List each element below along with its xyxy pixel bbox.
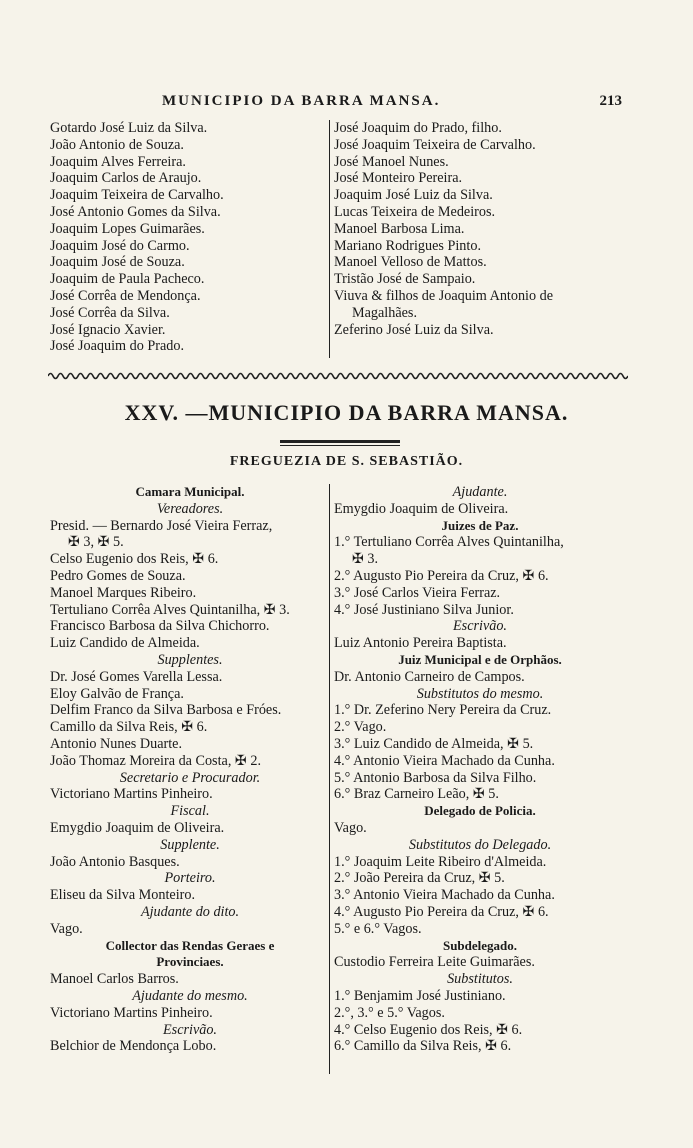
list-item: Pedro Gomes de Souza. bbox=[50, 567, 186, 584]
list-item: 1.° Benjamim José Justiniano. bbox=[334, 987, 506, 1004]
list-item: ✠ 3. bbox=[352, 551, 379, 568]
list-item: Camillo da Silva Reis, ✠ 6. bbox=[50, 719, 208, 736]
subheading-escrivao-paz: Escrivão. bbox=[453, 618, 507, 635]
list-item: ✠ 3, ✠ 5. bbox=[68, 534, 124, 551]
list-item: Joaquim Teixeira de Carvalho. bbox=[50, 187, 224, 204]
list-item: Tertuliano Corrêa Alves Quintanilha, ✠ 3. bbox=[50, 601, 290, 618]
list-item: José Joaquim do Prado, filho. bbox=[334, 120, 502, 136]
heading-camara-municipal: Camara Municipal. bbox=[135, 484, 245, 499]
list-item: Viuva & filhos de Joaquim Antonio de bbox=[334, 287, 554, 304]
list-item: Delfim Franco da Silva Barbosa e Fróes. bbox=[50, 702, 282, 719]
list-item: 6.° Braz Carneiro Leão, ✠ 5. bbox=[334, 786, 499, 803]
subheading-supplente: Supplente. bbox=[160, 836, 220, 853]
column-divider-bottom bbox=[329, 484, 330, 1074]
list-item: 2.° Vago. bbox=[334, 719, 387, 736]
section-title: XXV. —MUNICIPIO DA BARRA MANSA. bbox=[124, 400, 569, 425]
freguezia-heading: FREGUEZIA DE S. SEBASTIÃO. bbox=[229, 454, 464, 469]
title-rule bbox=[280, 440, 400, 443]
title-rule-thin bbox=[280, 445, 400, 446]
list-item: Celso Eugenio dos Reis, ✠ 6. bbox=[50, 551, 219, 568]
list-item: Joaquim Carlos de Araujo. bbox=[50, 170, 202, 187]
list-item: Eliseu da Silva Monteiro. bbox=[50, 887, 196, 904]
list-item: Luiz Antonio Pereira Baptista. bbox=[334, 635, 507, 652]
list-item: Presid. — Bernardo José Vieira Ferraz, bbox=[50, 517, 273, 534]
list-item: Victoriano Martins Pinheiro. bbox=[50, 1004, 213, 1021]
list-item: 4.° José Justiniano Silva Junior. bbox=[334, 601, 514, 618]
list-item: Custodio Ferreira Leite Guimarães. bbox=[334, 954, 535, 971]
heading-juiz-municipal: Juiz Municipal e de Orphãos. bbox=[398, 651, 562, 667]
list-item: 1.° Dr. Zeferino Nery Pereira da Cruz. bbox=[334, 702, 552, 719]
subheading-porteiro: Porteiro. bbox=[164, 870, 216, 887]
subheading-ajudante-mesmo: Ajudante do mesmo. bbox=[132, 987, 248, 1004]
list-item: Manoel Velloso de Mattos. bbox=[334, 254, 487, 271]
heading-collector-cont: Provinciaes. bbox=[156, 954, 224, 970]
list-item: Tristão José de Sampaio. bbox=[334, 271, 476, 288]
list-item: Joaquim de Paula Pacheco. bbox=[50, 271, 205, 288]
list-item: Belchior de Mendonça Lobo. bbox=[50, 1038, 217, 1055]
list-item: 2.° João Pereira da Cruz, ✠ 5. bbox=[334, 870, 505, 887]
subheading-supplentes: Supplentes. bbox=[157, 651, 223, 668]
wavy-ornamental-rule bbox=[48, 370, 628, 382]
list-item: Joaquim José de Souza. bbox=[50, 254, 185, 271]
heading-delegado: Delegado de Policia. bbox=[424, 803, 536, 819]
list-item: José Ignacio Xavier. bbox=[50, 321, 166, 338]
list-item: Joaquim José Luiz da Silva. bbox=[334, 187, 493, 204]
list-item: 4.° Antonio Vieira Machado da Cunha. bbox=[334, 752, 555, 769]
list-item: Gotardo José Luiz da Silva. bbox=[50, 120, 208, 136]
subheading-substitutos: Substitutos. bbox=[447, 971, 513, 988]
list-item: Joaquim Lopes Guimarães. bbox=[50, 220, 205, 237]
list-item: Joaquim Alves Ferreira. bbox=[50, 153, 186, 170]
list-item: José Manoel Nunes. bbox=[334, 153, 449, 170]
list-item: José Joaquim Teixeira de Carvalho. bbox=[334, 136, 536, 153]
list-item: João Thomaz Moreira da Costa, ✠ 2. bbox=[50, 752, 261, 769]
page-number: 213 bbox=[599, 93, 622, 109]
heading-collector: Collector das Rendas Geraes e bbox=[105, 937, 275, 953]
heading-juizes-de-paz: Juizes de Paz. bbox=[441, 517, 519, 533]
right-column bbox=[334, 484, 626, 1055]
list-item: 5.° e 6.° Vagos. bbox=[334, 920, 422, 937]
subheading-substitutos-juiz: Substitutos do mesmo. bbox=[416, 685, 544, 702]
list-item: José Monteiro Pereira. bbox=[334, 170, 463, 187]
list-item: Francisco Barbosa da Silva Chichorro. bbox=[50, 618, 270, 635]
column-divider-top bbox=[329, 120, 330, 358]
list-item: Vago. bbox=[50, 920, 83, 937]
list-item: Vago. bbox=[334, 819, 367, 836]
list-item: Mariano Rodrigues Pinto. bbox=[334, 237, 481, 254]
list-item: Manoel Carlos Barros. bbox=[50, 971, 179, 988]
list-item: 2.° Augusto Pio Pereira da Cruz, ✠ 6. bbox=[334, 567, 549, 584]
list-item: 4.° Augusto Pio Pereira da Cruz, ✠ 6. bbox=[334, 903, 549, 920]
list-item: José Corrêa de Mendonça. bbox=[50, 287, 201, 304]
list-item: José Antonio Gomes da Silva. bbox=[50, 203, 221, 220]
subheading-secretario: Secretario e Procurador. bbox=[119, 769, 261, 786]
list-item: Manoel Barbosa Lima. bbox=[334, 220, 465, 237]
top-left-name-list bbox=[50, 120, 325, 355]
list-item: 3.° José Carlos Vieira Ferraz. bbox=[334, 584, 501, 601]
list-item: 6.° Camillo da Silva Reis, ✠ 6. bbox=[334, 1038, 512, 1055]
list-item: Luiz Candido de Almeida. bbox=[50, 635, 200, 652]
list-item: Victoriano Martins Pinheiro. bbox=[50, 786, 213, 803]
running-head bbox=[50, 93, 622, 113]
subheading-ajudante: Ajudante. bbox=[452, 484, 508, 500]
subheading-substitutos-delegado: Substitutos do Delegado. bbox=[408, 836, 552, 853]
list-item: João Antonio Basques. bbox=[50, 853, 180, 870]
subheading-ajudante-dito: Ajudante do dito. bbox=[140, 903, 240, 920]
list-item: 3.° Antonio Vieira Machado da Cunha. bbox=[334, 887, 555, 904]
subheading-escrivao: Escrivão. bbox=[163, 1021, 217, 1038]
list-item: Lucas Teixeira de Medeiros. bbox=[334, 203, 496, 220]
list-item: Manoel Marques Ribeiro. bbox=[50, 584, 197, 601]
list-item: José Joaquim do Prado. bbox=[50, 338, 184, 355]
list-item: José Corrêa da Silva. bbox=[50, 304, 170, 321]
list-item: Emygdio Joaquim de Oliveira. bbox=[50, 819, 225, 836]
subheading-fiscal: Fiscal. bbox=[170, 803, 210, 820]
list-item: 2.°, 3.° e 5.° Vagos. bbox=[334, 1004, 445, 1021]
top-right-name-list bbox=[334, 120, 624, 338]
left-column bbox=[50, 484, 330, 1055]
list-item: 3.° Luiz Candido de Almeida, ✠ 5. bbox=[334, 735, 534, 752]
list-item: 1.° Joaquim Leite Ribeiro d'Almeida. bbox=[334, 853, 547, 870]
list-item: Magalhães. bbox=[352, 304, 418, 321]
list-item: Eloy Galvão de França. bbox=[50, 685, 184, 702]
heading-subdelegado: Subdelegado. bbox=[442, 937, 518, 953]
list-item: 4.° Celso Eugenio dos Reis, ✠ 6. bbox=[334, 1021, 523, 1038]
list-item: Zeferino José Luiz da Silva. bbox=[334, 321, 494, 338]
list-item: Dr. Antonio Carneiro de Campos. bbox=[334, 668, 525, 685]
list-item: 1.° Tertuliano Corrêa Alves Quintanilha, bbox=[334, 534, 564, 551]
running-head-title: MUNICIPIO DA BARRA MANSA. bbox=[162, 93, 441, 109]
list-item: 5.° Antonio Barbosa da Silva Filho. bbox=[334, 769, 537, 786]
list-item: João Antonio de Souza. bbox=[50, 136, 184, 153]
list-item: Dr. José Gomes Varella Lessa. bbox=[50, 668, 223, 685]
subheading-vereadores: Vereadores. bbox=[156, 500, 224, 517]
list-item: Antonio Nunes Duarte. bbox=[50, 735, 182, 752]
list-item: Joaquim José do Carmo. bbox=[50, 237, 190, 254]
list-item: Emygdio Joaquim de Oliveira. bbox=[334, 500, 509, 517]
